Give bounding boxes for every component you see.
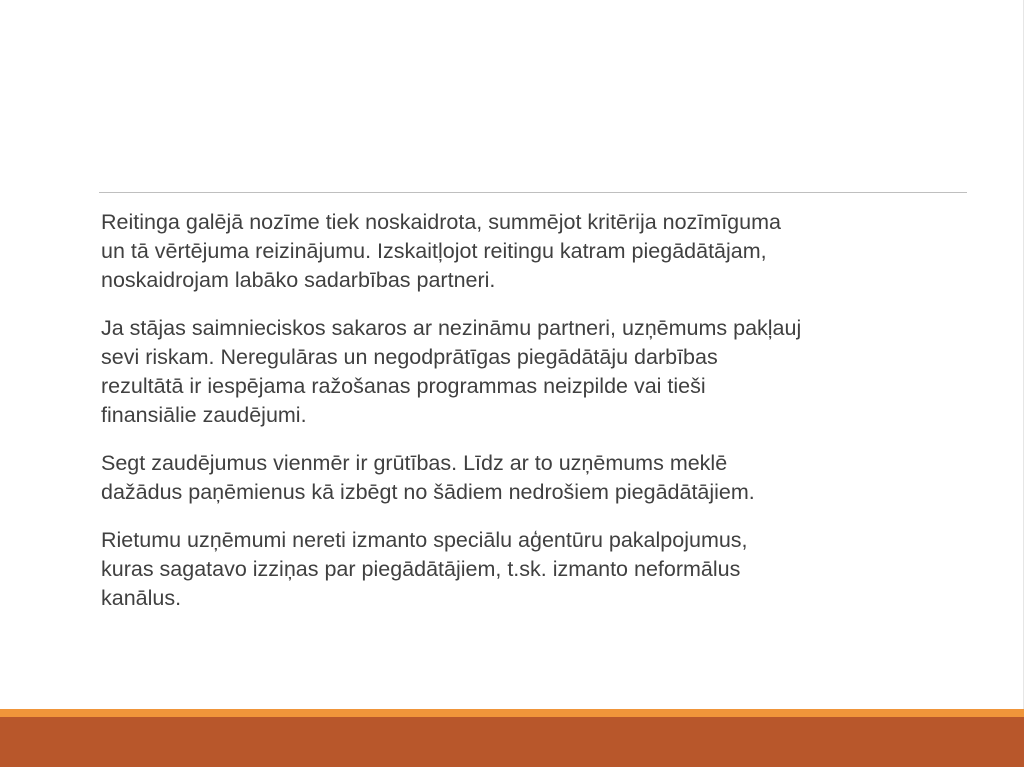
paragraph-covering-losses — [101, 449, 961, 507]
slide-body — [101, 208, 961, 632]
text-line: dažādus paņēmienus kā izbēgt no šādiem nedrošiem piegādātājiem. — [101, 480, 755, 504]
paragraph-western-companies — [101, 526, 961, 613]
footer-band — [0, 717, 1024, 767]
text-line: noskaidrojam labāko sadarbības partneri. — [101, 268, 496, 292]
title-divider-line — [99, 192, 967, 193]
text-line: sevi riskam. Neregulāras un negodprātīgas piegādātāju darbības — [101, 345, 718, 369]
paragraph-unknown-partner-risk — [101, 314, 961, 430]
text-line: Segt zaudējumus vienmēr ir grūtības. Līdz ar to uzņēmums meklē — [101, 451, 728, 475]
text-line: finansiālie zaudējumi. — [101, 403, 307, 427]
text-line: kanālus. — [101, 586, 182, 610]
text-line: kuras sagatavo izziņas par piegādātājiem, t.sk. izmanto neformālus — [101, 557, 741, 581]
text-line: Reitinga galējā nozīme tiek noskaidrota, summējot kritērija nozīmīguma — [101, 210, 781, 234]
footer-accent-stripe — [0, 709, 1024, 717]
text-line: un tā vērtējuma reizinājumu. Izskaitļojot reitingu katram piegādātājam, — [101, 239, 767, 263]
text-line: Rietumu uzņēmumi nereti izmanto speciālu aģentūru pakalpojumus, — [101, 528, 748, 552]
text-line: Ja stājas saimnieciskos sakaros ar nezināmu partneri, uzņēmums pakļauj — [101, 316, 802, 340]
text-line: rezultātā ir iespējama ražošanas programmas neizpilde vai tieši — [101, 374, 706, 398]
paragraph-rating-result — [101, 208, 961, 295]
